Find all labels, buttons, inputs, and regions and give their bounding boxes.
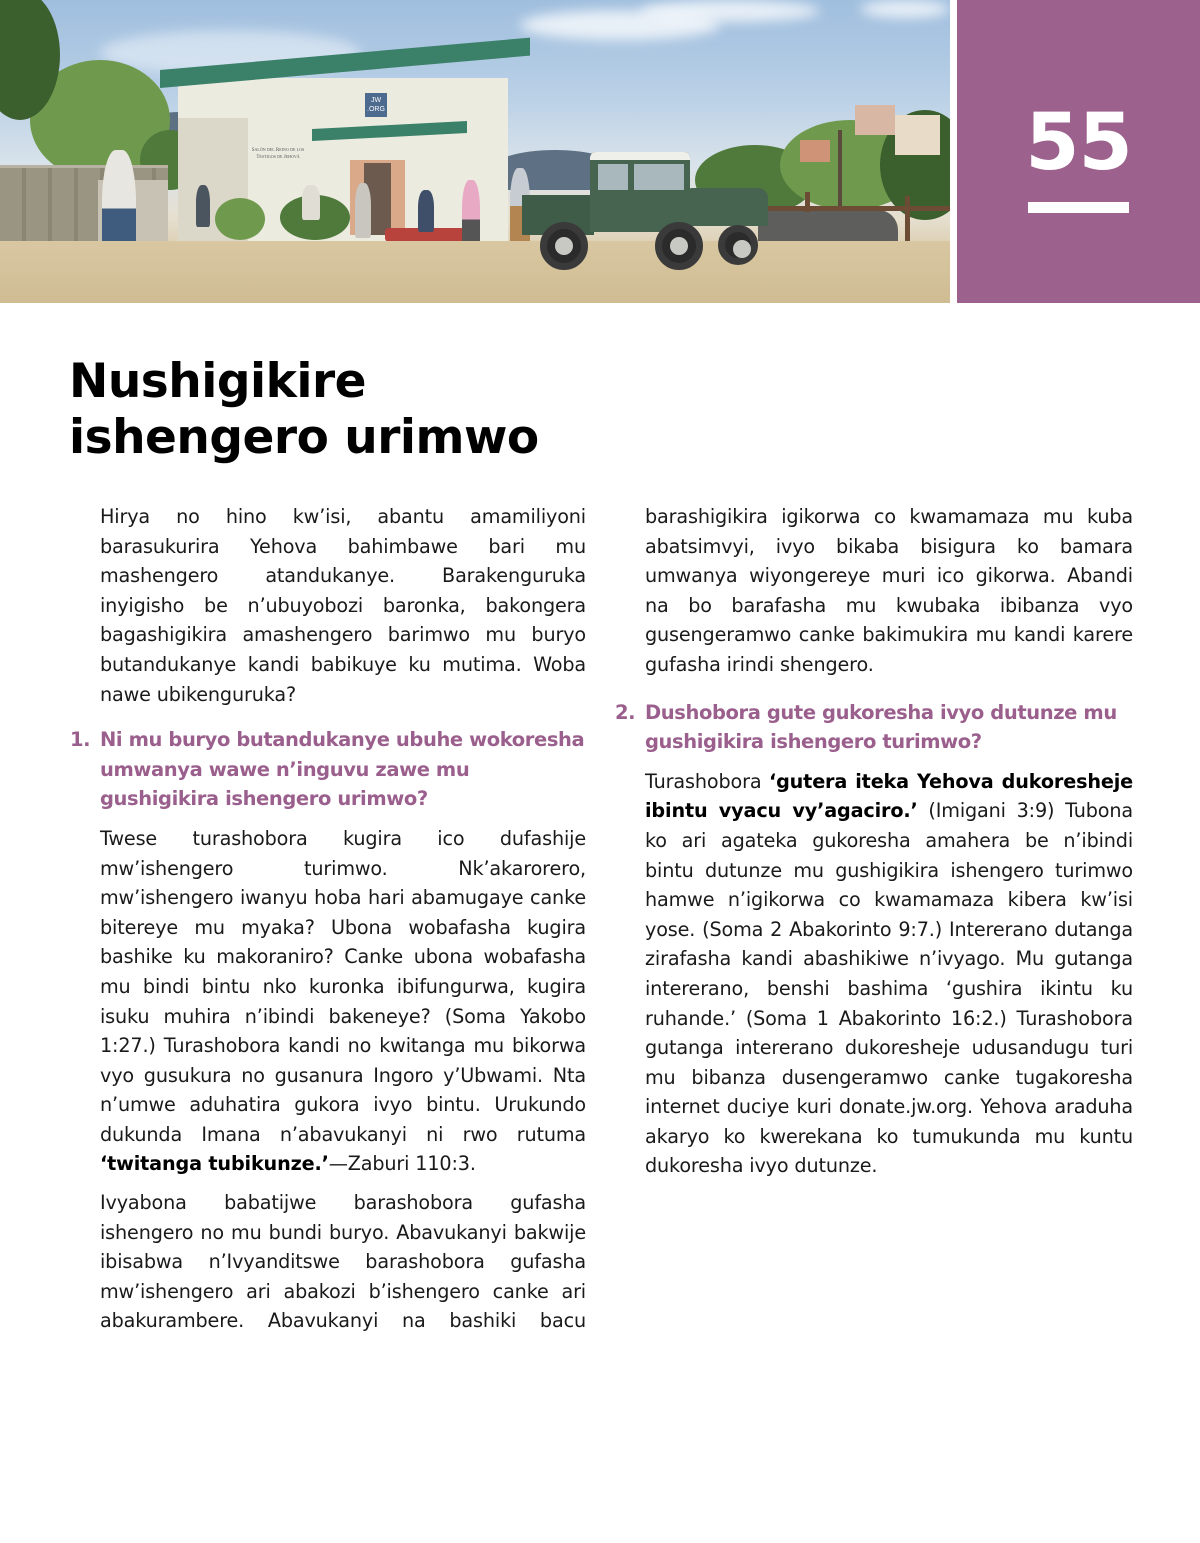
paragraph-text: Turashobora <box>645 769 769 793</box>
lesson-number-box <box>957 0 1200 303</box>
lesson-number-underline <box>1028 202 1129 213</box>
question-1-heading <box>70 725 586 814</box>
title-line-1: Nushigikire <box>69 354 367 409</box>
section-1-paragraph-1 <box>100 824 586 1179</box>
quoted-scripture-bold: ‘twitanga tubikunze.’ <box>100 1152 329 1176</box>
question-1-text: Ni mu buryo butandukanye ubuhe wokoresha umwanya wawe n’inguvu zawe mu gushigikira ishengero urimwo? <box>100 728 585 811</box>
right-column <box>615 502 1134 1190</box>
question-2-heading <box>615 698 1133 757</box>
section-1-paragraph-2-part-2: barashigikira igikorwa co kwamamaza mu kuba abatsimvyi, ivyo bikaba bisigura ko bamara umwanya wiyongereye muri ico gikorwa. Abandi na bo barafasha mu kwubaka ibibanza vyo gusengeramwo canke bakimukira mu kandi karere gufasha irindi shengero. <box>645 505 1133 676</box>
left-column <box>70 502 586 1345</box>
hall-name-sign: Salón del Reino de los Testigos de Jehová <box>251 148 305 160</box>
hero-photo-kingdom-hall <box>0 0 950 303</box>
title-line-2: ishengero urimwo <box>69 410 539 465</box>
question-2-text: Dushobora gute gukoresha ivyo dutunze mu gushigikira ishengero turimwo? <box>645 700 1117 754</box>
intro-paragraph: Hirya no hino kw’isi, abantu amamiliyoni barasukurira Yehova bahimbawe bari mu mashengero atandukanye. Barakenguruka inyigisho be n’ubuyobozi baronka, bakongera bagashigikira amashengero barimwo mu buryo butandukanye kandi babikuye ku mutima. Woba nawe ubikenguruka? <box>100 505 586 706</box>
section-2-paragraph-1 <box>645 767 1133 1181</box>
scripture-reference: —Zaburi 110:3. <box>328 1152 476 1176</box>
stone-wall <box>0 165 168 247</box>
section-1-paragraph-2-part-1: Ivyabona babatijwe barashobora gufasha ishengero no mu bundi buryo. Abavukanyi bakwije ibisabwa n’Ivyanditswe barashobora gufasha mw’ishengero ari abakozi b’ishengero canke ari abakurambere. Abavukanyi na bashiki bacu <box>100 1191 586 1333</box>
question-2-number: 2. <box>615 700 636 724</box>
question-1-number: 1. <box>70 728 91 752</box>
lesson-number: 55 <box>1025 98 1132 188</box>
quoted-scripture-bold: ‘gutera iteka Yehova dukoresheje ibintu vyacu vy’agaciro.’ <box>645 769 1134 823</box>
jw-logo-sign: JW .ORG <box>365 93 387 117</box>
paragraph-text: (Imigani 3:9) Tubona ko ari agateka gukoresha amahera be n’ibindi bintu dutunze mu gushigikira ishengero turimwo hamwe n’igikorwa co kwamamaza kibera kw’isi yose. (Soma 2 Abakorinto 9:7.) Intererano dutanga zirafasha kandi abashikiwe n’ivyago. Mu gutanga intererano, benshi bashima ‘gushira ikintu ku ruhande.’ (Soma 1 Abakorinto 16:2.) Turashobora gutanga intererano dukoresheje udusandugu turi mu bibanza dusengeramwo canke tugakoresha internet duciye kuri donate.jw.org. Yehova araduha akaryo ko kwerekana ko tumukunda mu kuntu dukoresha ivyo dutunze. <box>645 799 1133 1178</box>
paragraph-text: Twese turashobora kugira ico dufashije mw’ishengero turimwo. Nk’akarorero, mw’ishengero iwanyu hoba hari abamugaye canke bitereye mu myaka? Ubona wobafasha kugira bashike ku makoraniro? Canke ubona wobafasha mu bindi bintu nko kuronka ibifungurwa, kugira isuku muhira n’ibindi bakeneye? (Soma Yakobo 1:27.) Turashobora kandi no kwitanga mu bikorwa vyo gusukura no gusanura Ingoro y’Ubwami. Nta n’umwe aduhatira gukora ivyo bintu. Urukundo dukunda Imana n’abavukanyi ni rwo rutuma <box>100 826 586 1146</box>
gravel-yard <box>0 241 950 303</box>
page-title <box>69 354 769 466</box>
